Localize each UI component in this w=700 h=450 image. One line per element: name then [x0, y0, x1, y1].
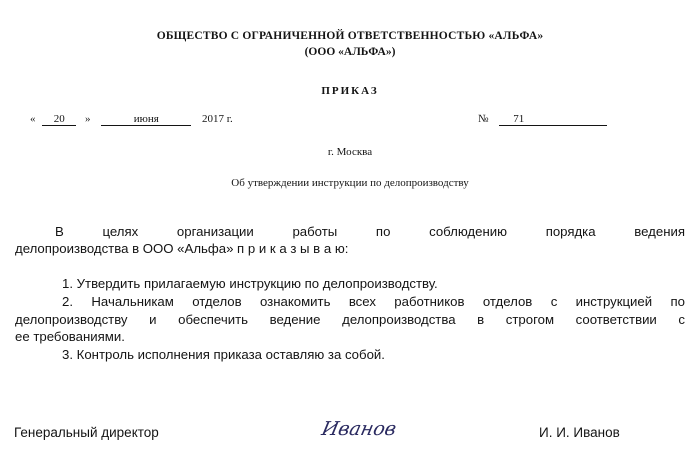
- order-item-2-line-2: [15, 312, 685, 327]
- handwritten-signature: Иванов: [319, 418, 399, 440]
- word: обеспечить: [178, 312, 248, 327]
- organization-name: ОБЩЕСТВО С ОГРАНИЧЕННОЙ ОТВЕТСТВЕННОСТЬЮ «АЛЬФА»: [156, 30, 544, 42]
- word: порядка: [545, 224, 596, 239]
- word: организации: [176, 224, 254, 239]
- order-number-label: №: [478, 113, 489, 125]
- order-item-3: 3. Контроль исполнения приказа оставляю за собой.: [62, 347, 385, 362]
- word: отделов: [482, 294, 533, 309]
- word: по: [670, 294, 685, 309]
- date-month: июня: [101, 113, 191, 126]
- word: делопроизводства: [342, 312, 456, 327]
- organization-short-name: (ООО «АЛЬФА»): [304, 46, 396, 58]
- word: ознакомить: [260, 294, 331, 309]
- order-number: 71: [499, 113, 607, 126]
- order-item-2-line-1: [62, 294, 685, 309]
- word: целях: [102, 224, 139, 239]
- word: в: [477, 312, 485, 327]
- date-field: [30, 113, 233, 126]
- word: отделов: [192, 294, 242, 309]
- word: ведение: [269, 312, 321, 327]
- word: работников: [394, 294, 465, 309]
- word: инструкцией: [575, 294, 653, 309]
- word: по: [375, 224, 391, 239]
- signatory-position: Генеральный директор: [14, 425, 159, 440]
- word: с: [678, 312, 686, 327]
- signatory-name: И. И. Иванов: [539, 425, 620, 440]
- order-number-field: [478, 113, 607, 126]
- date-close-quote: »: [85, 113, 91, 125]
- word: и: [149, 312, 157, 327]
- word: соблюдению: [429, 224, 507, 239]
- word: ведения: [634, 224, 686, 239]
- word: с: [550, 294, 558, 309]
- city: г. Москва: [327, 146, 373, 158]
- word: строгом: [505, 312, 555, 327]
- word: В: [55, 224, 64, 239]
- order-item-2-line-3: ее требованиями.: [15, 329, 125, 344]
- word: Начальникам: [91, 294, 174, 309]
- word: 2.: [62, 294, 73, 309]
- date-day: 20: [42, 113, 76, 126]
- word: соответствии: [575, 312, 657, 327]
- document-title: ПРИКАЗ: [321, 85, 379, 97]
- order-item-1: 1. Утвердить прилагаемую инструкцию по делопроизводству.: [62, 276, 438, 291]
- word: всех: [348, 294, 376, 309]
- date-open-quote: «: [30, 113, 36, 125]
- preamble-line-1: [55, 224, 685, 239]
- word: делопроизводству: [15, 312, 128, 327]
- preamble-line-2: делопроизводства в ООО «Альфа» п р и к а з ы в а ю:: [15, 241, 349, 256]
- date-year: 2017 г.: [202, 113, 233, 125]
- word: работы: [292, 224, 338, 239]
- order-subject: Об утверждении инструкции по делопроизводству: [231, 177, 469, 189]
